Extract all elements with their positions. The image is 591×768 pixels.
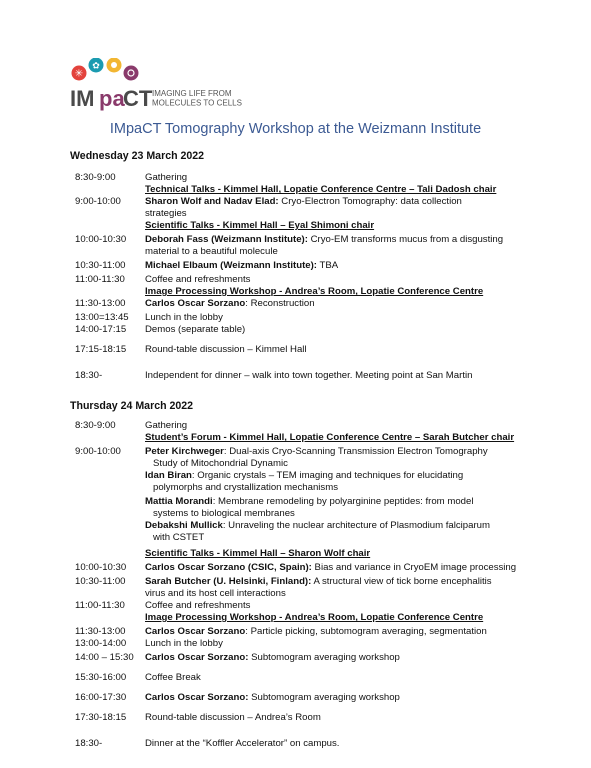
time-slot: 10:30-11:00 bbox=[75, 576, 126, 587]
session-text: : Membrane remodeling by polyarginine peptides: from model bbox=[212, 496, 474, 507]
session-content bbox=[145, 370, 520, 382]
session-text: : Dual-axis Cryo-Scanning Transmission Electron Tomography bbox=[223, 446, 488, 457]
logo-circles-icon bbox=[72, 58, 139, 81]
section-heading: Student’s Forum - Kimmel Hall, Lopatie Conference Centre – Sarah Butcher chair bbox=[145, 432, 515, 443]
session-text: Cryo-Electron Tomography: data collection bbox=[278, 196, 462, 207]
speaker-name: Michael Elbaum (Weizmann Institute): bbox=[145, 260, 317, 271]
session-text-continued: material to a beautiful molecule bbox=[145, 245, 278, 257]
speaker-name: Carlos Oscar Sorzano (CSIC, Spain): bbox=[145, 562, 312, 573]
session-text: : Unraveling the nuclear architecture of Plasmodium falciparum bbox=[222, 520, 490, 531]
section-heading: Technical Talks - Kimmel Hall, Lopatie Conference Centre – Tali Dadosh chair bbox=[145, 184, 497, 195]
speaker-name: Mattia Morandi bbox=[145, 496, 213, 507]
session-text: Gathering bbox=[145, 172, 188, 183]
session-content bbox=[145, 286, 520, 298]
time-slot: 11:00-11:30 bbox=[75, 600, 125, 611]
speaker-name: Deborah Fass (Weizmann Institute): bbox=[145, 234, 308, 245]
session-content bbox=[145, 432, 520, 444]
speaker-name: Carlos Oscar Sorzano: bbox=[145, 692, 249, 703]
session-content bbox=[145, 274, 520, 286]
speaker-name: Idan Biran bbox=[145, 470, 192, 481]
svg-text:CT: CT bbox=[123, 86, 153, 111]
day-heading-wednesday: Wednesday 23 March 2022 bbox=[70, 150, 205, 162]
session-content bbox=[145, 184, 520, 196]
speaker-name: Carlos Oscar Sorzano bbox=[145, 298, 246, 309]
session-text: Gathering bbox=[145, 420, 188, 431]
session-content bbox=[145, 520, 520, 543]
section-heading: Image Processing Workshop - Andrea’s Room, Lopatie Conference Centre bbox=[145, 612, 484, 623]
session-text: Lunch in the lobby bbox=[145, 638, 223, 649]
session-text: Subtomogram averaging workshop bbox=[248, 652, 400, 663]
speaker-name: Carlos Oscar Sorzano: bbox=[145, 652, 249, 663]
session-content bbox=[145, 446, 520, 469]
session-text: : Organic crystals – TEM imaging and techniques for elucidating bbox=[191, 470, 464, 481]
speaker-name: Sarah Butcher (U. Helsinki, Finland): bbox=[145, 576, 312, 587]
time-slot: 11:00-11:30 bbox=[75, 274, 125, 285]
session-content bbox=[145, 626, 520, 638]
session-text-continued: polymorphs and crystallization mechanisms bbox=[153, 481, 339, 493]
session-text: Independent for dinner – walk into town together. Meeting point at San Martin bbox=[145, 370, 473, 381]
svg-text:✳: ✳ bbox=[74, 68, 84, 80]
session-text: Cryo-EM transforms mucus from a disgusting bbox=[307, 234, 504, 245]
session-text: A structural view of tick borne encephalitis bbox=[311, 576, 492, 587]
time-slot: 9:00-10:00 bbox=[75, 446, 121, 457]
session-content bbox=[145, 344, 520, 356]
session-content bbox=[145, 692, 520, 704]
session-content bbox=[145, 638, 520, 650]
section-heading: Image Processing Workshop - Andrea’s Room, Lopatie Conference Centre bbox=[145, 286, 484, 297]
time-slot: 17:15-18:15 bbox=[75, 344, 127, 355]
session-content bbox=[145, 312, 520, 324]
session-text-continued: strategies bbox=[145, 207, 187, 219]
speaker-name: Carlos Oscar Sorzano bbox=[145, 626, 246, 637]
time-slot: 10:30-11:00 bbox=[75, 260, 126, 271]
session-content bbox=[145, 298, 520, 310]
time-slot: 11:30-13:00 bbox=[75, 298, 126, 309]
session-text-continued: systems to biological membranes bbox=[153, 507, 295, 519]
session-text: Coffee Break bbox=[145, 672, 201, 683]
session-content bbox=[145, 172, 520, 184]
session-text: TBA bbox=[317, 260, 339, 271]
session-content bbox=[145, 612, 520, 624]
session-text: : Reconstruction bbox=[245, 298, 315, 309]
time-slot: 14:00 – 15:30 bbox=[75, 652, 134, 663]
session-content bbox=[145, 324, 520, 336]
section-heading: Scientific Talks - Kimmel Hall – Sharon Wolf chair bbox=[145, 548, 371, 559]
session-text: Coffee and refreshments bbox=[145, 274, 251, 285]
session-text: Round-table discussion – Kimmel Hall bbox=[145, 344, 307, 355]
session-content bbox=[145, 600, 520, 612]
time-slot: 10:00-10:30 bbox=[75, 234, 127, 245]
time-slot: 16:00-17:30 bbox=[75, 692, 127, 703]
time-slot: 14:00-17:15 bbox=[75, 324, 127, 335]
session-text-continued: Study of Mitochondrial Dynamic bbox=[153, 457, 288, 469]
speaker-name: Debakshi Mullick bbox=[145, 520, 223, 531]
session-text: Coffee and refreshments bbox=[145, 600, 251, 611]
time-slot: 18:30- bbox=[75, 370, 103, 381]
svg-text:pa: pa bbox=[99, 86, 125, 111]
session-content bbox=[145, 562, 520, 574]
time-slot: 8:30-9:00 bbox=[75, 420, 116, 431]
time-slot: 10:00-10:30 bbox=[75, 562, 127, 573]
session-text: Subtomogram averaging workshop bbox=[248, 692, 400, 703]
svg-text:✿: ✿ bbox=[92, 61, 100, 72]
impact-logo bbox=[70, 58, 270, 112]
session-text: Demos (separate table) bbox=[145, 324, 246, 335]
session-content bbox=[145, 738, 520, 750]
time-slot: 13:00=13:45 bbox=[75, 312, 129, 323]
session-content bbox=[145, 196, 520, 219]
session-text: Round-table discussion – Andrea’s Room bbox=[145, 712, 321, 723]
time-slot: 13:00-14:00 bbox=[75, 638, 127, 649]
time-slot: 9:00-10:00 bbox=[75, 196, 121, 207]
session-content bbox=[145, 220, 520, 232]
svg-text:IM: IM bbox=[70, 86, 95, 111]
speaker-name: Peter Kirchweger bbox=[145, 446, 224, 457]
session-content bbox=[145, 576, 520, 599]
logo-tagline-1: IMAGING LIFE FROM bbox=[152, 89, 232, 98]
time-slot: 18:30- bbox=[75, 738, 103, 749]
day-heading-thursday: Thursday 24 March 2022 bbox=[70, 400, 194, 412]
session-content bbox=[145, 234, 520, 257]
time-slot: 11:30-13:00 bbox=[75, 626, 126, 637]
session-content bbox=[145, 470, 520, 493]
time-slot: 15:30-16:00 bbox=[75, 672, 127, 683]
session-content bbox=[145, 548, 520, 560]
time-slot: 17:30-18:15 bbox=[75, 712, 127, 723]
session-content bbox=[145, 420, 520, 432]
session-content bbox=[145, 496, 520, 519]
session-text: Bias and variance in CryoEM image processing bbox=[311, 562, 517, 573]
session-text-continued: with CSTET bbox=[153, 531, 205, 543]
logo-tagline-2: MOLECULES TO CELLS bbox=[152, 98, 242, 108]
session-content bbox=[145, 712, 520, 724]
session-content bbox=[145, 260, 520, 272]
document-title: IMpaCT Tomography Workshop at the Weizmann Institute bbox=[109, 121, 482, 137]
session-content bbox=[145, 652, 520, 664]
speaker-name: Sharon Wolf and Nadav Elad: bbox=[145, 196, 279, 207]
session-text: Lunch in the lobby bbox=[145, 312, 223, 323]
section-heading: Scientific Talks - Kimmel Hall – Eyal Shimoni chair bbox=[145, 220, 375, 231]
session-text: : Particle picking, subtomogram averaging, segmentation bbox=[245, 626, 487, 637]
session-text-continued: virus and its host cell interactions bbox=[145, 587, 286, 599]
session-text: Dinner at the “Koffler Accelerator” on campus. bbox=[145, 738, 340, 749]
time-slot: 8:30-9:00 bbox=[75, 172, 116, 183]
session-content bbox=[145, 672, 520, 684]
